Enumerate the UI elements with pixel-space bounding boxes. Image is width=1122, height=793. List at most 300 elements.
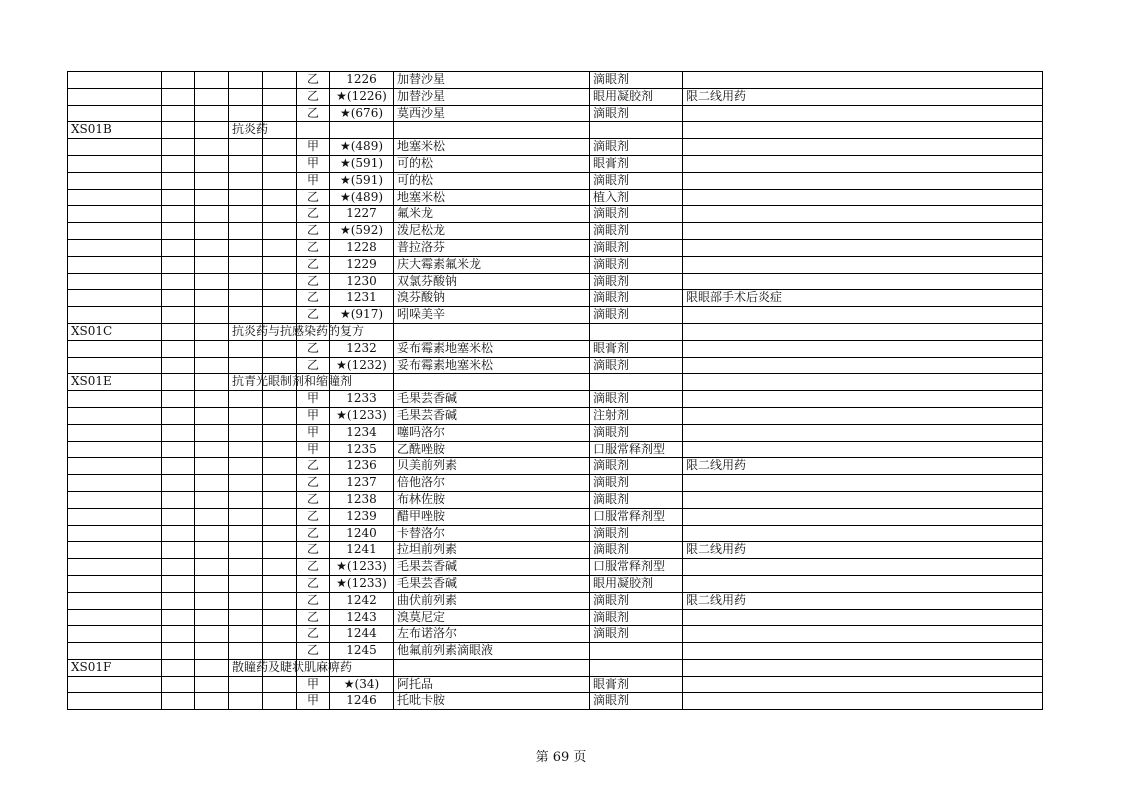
cell-form: 滴眼剂 bbox=[590, 172, 683, 189]
cell-note bbox=[683, 223, 1043, 240]
cell-form: 滴眼剂 bbox=[590, 239, 683, 256]
cell-form bbox=[590, 643, 683, 660]
cell-cat: 甲 bbox=[297, 172, 330, 189]
cell-empty bbox=[195, 592, 229, 609]
cell-empty bbox=[195, 105, 229, 122]
cell-form: 滴眼剂 bbox=[590, 592, 683, 609]
table-row bbox=[68, 340, 1043, 357]
cell-name: 贝美前列素 bbox=[394, 458, 590, 475]
cell-cat: 乙 bbox=[297, 189, 330, 206]
cell-form: 滴眼剂 bbox=[590, 72, 683, 89]
cell-note bbox=[683, 508, 1043, 525]
cell-empty bbox=[195, 172, 229, 189]
cell-name: 莫西沙星 bbox=[394, 105, 590, 122]
cell-empty bbox=[195, 575, 229, 592]
cell-group bbox=[229, 105, 263, 122]
cell-group bbox=[229, 475, 263, 492]
cell-empty bbox=[263, 88, 297, 105]
cell-num: ★(1232) bbox=[330, 357, 394, 374]
cell-empty bbox=[263, 340, 297, 357]
cell-empty bbox=[162, 592, 195, 609]
cell-code bbox=[68, 491, 162, 508]
table-row bbox=[68, 88, 1043, 105]
cell-note bbox=[683, 575, 1043, 592]
cell-cat: 乙 bbox=[297, 592, 330, 609]
table-row bbox=[68, 155, 1043, 172]
table-row bbox=[68, 575, 1043, 592]
cell-note bbox=[683, 391, 1043, 408]
cell-empty bbox=[263, 458, 297, 475]
cell-cat: 甲 bbox=[297, 693, 330, 710]
cell-form: 滴眼剂 bbox=[590, 256, 683, 273]
cell-cat: 乙 bbox=[297, 458, 330, 475]
cell-note bbox=[683, 122, 1043, 139]
cell-empty bbox=[263, 693, 297, 710]
cell-form: 眼用凝胶剂 bbox=[590, 88, 683, 105]
cell-name bbox=[394, 323, 590, 340]
cell-note bbox=[683, 189, 1043, 206]
cell-group bbox=[229, 441, 263, 458]
cell-group bbox=[229, 676, 263, 693]
cell-code bbox=[68, 88, 162, 105]
cell-num: 1246 bbox=[330, 693, 394, 710]
cell-empty bbox=[162, 256, 195, 273]
cell-name: 妥布霉素地塞米松 bbox=[394, 357, 590, 374]
cell-form: 滴眼剂 bbox=[590, 626, 683, 643]
cell-num: ★(489) bbox=[330, 189, 394, 206]
cell-empty bbox=[162, 155, 195, 172]
table-row bbox=[68, 223, 1043, 240]
cell-empty bbox=[195, 491, 229, 508]
cell-cat: 乙 bbox=[297, 475, 330, 492]
cell-group bbox=[229, 458, 263, 475]
cell-form: 滴眼剂 bbox=[590, 458, 683, 475]
cell-form: 口服常释剂型 bbox=[590, 559, 683, 576]
cell-code: XS01B bbox=[68, 122, 162, 139]
cell-empty bbox=[162, 374, 195, 391]
cell-empty bbox=[263, 475, 297, 492]
cell-empty bbox=[162, 172, 195, 189]
cell-empty bbox=[162, 441, 195, 458]
table-row bbox=[68, 105, 1043, 122]
cell-empty bbox=[195, 88, 229, 105]
cell-empty bbox=[195, 626, 229, 643]
cell-empty bbox=[195, 441, 229, 458]
table-row bbox=[68, 122, 1043, 139]
cell-group: 抗炎药 bbox=[229, 122, 263, 139]
table-row bbox=[68, 659, 1043, 676]
cell-code bbox=[68, 676, 162, 693]
cell-group bbox=[229, 391, 263, 408]
cell-code bbox=[68, 223, 162, 240]
cell-name: 加替沙星 bbox=[394, 72, 590, 89]
cell-note bbox=[683, 155, 1043, 172]
cell-cat: 乙 bbox=[297, 491, 330, 508]
cell-name: 乙酰唑胺 bbox=[394, 441, 590, 458]
cell-name: 可的松 bbox=[394, 172, 590, 189]
cell-cat: 乙 bbox=[297, 643, 330, 660]
cell-cat: 甲 bbox=[297, 139, 330, 156]
cell-num: 1241 bbox=[330, 542, 394, 559]
cell-note: 限二线用药 bbox=[683, 592, 1043, 609]
cell-empty bbox=[162, 273, 195, 290]
cell-group bbox=[229, 239, 263, 256]
cell-group bbox=[229, 508, 263, 525]
table-row bbox=[68, 609, 1043, 626]
cell-form: 口服常释剂型 bbox=[590, 508, 683, 525]
cell-empty bbox=[162, 424, 195, 441]
cell-name: 可的松 bbox=[394, 155, 590, 172]
cell-empty bbox=[195, 72, 229, 89]
cell-empty bbox=[263, 189, 297, 206]
cell-note bbox=[683, 407, 1043, 424]
cell-group bbox=[229, 575, 263, 592]
cell-empty bbox=[162, 340, 195, 357]
cell-num: 1232 bbox=[330, 340, 394, 357]
cell-num: ★(591) bbox=[330, 172, 394, 189]
cell-name: 毛果芸香碱 bbox=[394, 575, 590, 592]
cell-num: 1240 bbox=[330, 525, 394, 542]
table-row bbox=[68, 407, 1043, 424]
cell-empty bbox=[195, 357, 229, 374]
cell-note bbox=[683, 525, 1043, 542]
cell-empty bbox=[162, 122, 195, 139]
cell-code bbox=[68, 391, 162, 408]
cell-name: 泼尼松龙 bbox=[394, 223, 590, 240]
cell-group bbox=[229, 223, 263, 240]
table-row bbox=[68, 206, 1043, 223]
cell-empty bbox=[162, 659, 195, 676]
cell-empty bbox=[263, 256, 297, 273]
cell-empty bbox=[162, 323, 195, 340]
table-row bbox=[68, 307, 1043, 324]
cell-cat: 乙 bbox=[297, 508, 330, 525]
cell-form: 滴眼剂 bbox=[590, 307, 683, 324]
cell-empty bbox=[263, 290, 297, 307]
cell-form: 滴眼剂 bbox=[590, 475, 683, 492]
cell-cat: 乙 bbox=[297, 88, 330, 105]
cell-empty bbox=[162, 189, 195, 206]
table-row bbox=[68, 424, 1043, 441]
cell-note: 限二线用药 bbox=[683, 88, 1043, 105]
table-body bbox=[68, 72, 1043, 710]
cell-cat: 乙 bbox=[297, 525, 330, 542]
cell-group bbox=[229, 491, 263, 508]
cell-cat: 甲 bbox=[297, 676, 330, 693]
cell-num: 1242 bbox=[330, 592, 394, 609]
cell-empty bbox=[195, 139, 229, 156]
cell-name: 阿托品 bbox=[394, 676, 590, 693]
cell-group bbox=[229, 626, 263, 643]
cell-form: 眼膏剂 bbox=[590, 340, 683, 357]
cell-empty bbox=[162, 72, 195, 89]
cell-empty bbox=[162, 693, 195, 710]
cell-empty bbox=[263, 206, 297, 223]
cell-num: 1244 bbox=[330, 626, 394, 643]
cell-num: ★(1226) bbox=[330, 88, 394, 105]
cell-note: 限二线用药 bbox=[683, 458, 1043, 475]
cell-name: 溴芬酸钠 bbox=[394, 290, 590, 307]
cell-empty bbox=[263, 407, 297, 424]
cell-name bbox=[394, 374, 590, 391]
cell-empty bbox=[162, 139, 195, 156]
cell-form: 滴眼剂 bbox=[590, 609, 683, 626]
cell-empty bbox=[263, 626, 297, 643]
cell-cat: 乙 bbox=[297, 542, 330, 559]
cell-num: ★(1233) bbox=[330, 575, 394, 592]
cell-code bbox=[68, 441, 162, 458]
cell-note bbox=[683, 424, 1043, 441]
cell-num: 1234 bbox=[330, 424, 394, 441]
cell-cat: 乙 bbox=[297, 626, 330, 643]
cell-code bbox=[68, 340, 162, 357]
cell-group bbox=[229, 357, 263, 374]
cell-empty bbox=[162, 676, 195, 693]
cell-name: 加替沙星 bbox=[394, 88, 590, 105]
cell-empty bbox=[263, 609, 297, 626]
cell-code: XS01C bbox=[68, 323, 162, 340]
cell-empty bbox=[195, 609, 229, 626]
cell-form bbox=[590, 659, 683, 676]
cell-group bbox=[229, 407, 263, 424]
cell-form bbox=[590, 374, 683, 391]
cell-empty bbox=[263, 491, 297, 508]
cell-num: 1245 bbox=[330, 643, 394, 660]
cell-num: ★(591) bbox=[330, 155, 394, 172]
cell-code: XS01E bbox=[68, 374, 162, 391]
cell-form: 植入剂 bbox=[590, 189, 683, 206]
cell-num: 1235 bbox=[330, 441, 394, 458]
cell-note bbox=[683, 323, 1043, 340]
table-row bbox=[68, 374, 1043, 391]
cell-group bbox=[229, 693, 263, 710]
cell-code bbox=[68, 307, 162, 324]
cell-empty bbox=[263, 525, 297, 542]
cell-empty bbox=[195, 542, 229, 559]
cell-note bbox=[683, 441, 1043, 458]
cell-note bbox=[683, 139, 1043, 156]
cell-group bbox=[229, 559, 263, 576]
cell-empty bbox=[162, 609, 195, 626]
table-row bbox=[68, 189, 1043, 206]
cell-code bbox=[68, 206, 162, 223]
cell-empty bbox=[263, 105, 297, 122]
cell-empty bbox=[263, 357, 297, 374]
cell-empty bbox=[195, 206, 229, 223]
cell-empty bbox=[195, 643, 229, 660]
cell-empty bbox=[162, 643, 195, 660]
cell-empty bbox=[162, 491, 195, 508]
cell-code bbox=[68, 475, 162, 492]
table-row bbox=[68, 290, 1043, 307]
cell-empty bbox=[263, 307, 297, 324]
cell-code bbox=[68, 256, 162, 273]
cell-num: 1239 bbox=[330, 508, 394, 525]
cell-num: 1231 bbox=[330, 290, 394, 307]
cell-num: 1228 bbox=[330, 239, 394, 256]
cell-form: 滴眼剂 bbox=[590, 105, 683, 122]
cell-cat bbox=[297, 122, 330, 139]
cell-empty bbox=[195, 508, 229, 525]
cell-form: 口服常释剂型 bbox=[590, 441, 683, 458]
cell-group bbox=[229, 609, 263, 626]
cell-group bbox=[229, 172, 263, 189]
cell-empty bbox=[195, 239, 229, 256]
cell-num: 1229 bbox=[330, 256, 394, 273]
cell-empty bbox=[195, 693, 229, 710]
cell-note bbox=[683, 659, 1043, 676]
cell-code bbox=[68, 139, 162, 156]
cell-form: 滴眼剂 bbox=[590, 391, 683, 408]
cell-form bbox=[590, 122, 683, 139]
cell-empty bbox=[195, 424, 229, 441]
cell-cat: 甲 bbox=[297, 424, 330, 441]
table-row bbox=[68, 458, 1043, 475]
cell-group bbox=[229, 155, 263, 172]
cell-group bbox=[229, 189, 263, 206]
cell-num: 1237 bbox=[330, 475, 394, 492]
cell-note bbox=[683, 676, 1043, 693]
cell-empty bbox=[263, 139, 297, 156]
cell-group bbox=[229, 643, 263, 660]
cell-empty bbox=[162, 542, 195, 559]
cell-empty bbox=[263, 508, 297, 525]
cell-empty bbox=[263, 72, 297, 89]
cell-empty bbox=[263, 643, 297, 660]
cell-note bbox=[683, 105, 1043, 122]
cell-code bbox=[68, 559, 162, 576]
cell-note bbox=[683, 559, 1043, 576]
cell-empty bbox=[195, 659, 229, 676]
cell-name: 毛果芸香碱 bbox=[394, 407, 590, 424]
cell-name: 普拉洛芬 bbox=[394, 239, 590, 256]
cell-name: 毛果芸香碱 bbox=[394, 559, 590, 576]
cell-empty bbox=[195, 475, 229, 492]
cell-cat: 乙 bbox=[297, 357, 330, 374]
cell-num: 1227 bbox=[330, 206, 394, 223]
cell-cat: 乙 bbox=[297, 609, 330, 626]
cell-code bbox=[68, 626, 162, 643]
cell-name bbox=[394, 122, 590, 139]
cell-note: 限二线用药 bbox=[683, 542, 1043, 559]
cell-code bbox=[68, 155, 162, 172]
cell-name: 他氟前列素滴眼液 bbox=[394, 643, 590, 660]
cell-form: 滴眼剂 bbox=[590, 491, 683, 508]
cell-form: 滴眼剂 bbox=[590, 139, 683, 156]
cell-empty bbox=[195, 273, 229, 290]
cell-cat: 乙 bbox=[297, 575, 330, 592]
cell-note bbox=[683, 609, 1043, 626]
cell-empty bbox=[195, 458, 229, 475]
cell-form: 滴眼剂 bbox=[590, 290, 683, 307]
cell-empty bbox=[263, 424, 297, 441]
cell-form bbox=[590, 323, 683, 340]
table-row bbox=[68, 273, 1043, 290]
cell-empty bbox=[263, 239, 297, 256]
cell-code bbox=[68, 290, 162, 307]
cell-name: 卡替洛尔 bbox=[394, 525, 590, 542]
cell-empty bbox=[195, 307, 229, 324]
cell-empty bbox=[195, 407, 229, 424]
cell-empty bbox=[195, 122, 229, 139]
cell-group bbox=[229, 592, 263, 609]
cell-note bbox=[683, 643, 1043, 660]
cell-empty bbox=[195, 525, 229, 542]
cell-form: 滴眼剂 bbox=[590, 357, 683, 374]
cell-empty bbox=[162, 105, 195, 122]
cell-group bbox=[229, 424, 263, 441]
cell-note bbox=[683, 307, 1043, 324]
cell-empty bbox=[162, 307, 195, 324]
cell-empty bbox=[162, 475, 195, 492]
cell-note bbox=[683, 475, 1043, 492]
cell-group bbox=[229, 340, 263, 357]
table-row bbox=[68, 643, 1043, 660]
cell-code bbox=[68, 407, 162, 424]
table-row bbox=[68, 256, 1043, 273]
cell-name: 妥布霉素地塞米松 bbox=[394, 340, 590, 357]
cell-empty bbox=[195, 340, 229, 357]
cell-empty bbox=[263, 273, 297, 290]
cell-code bbox=[68, 508, 162, 525]
cell-empty bbox=[195, 391, 229, 408]
cell-code bbox=[68, 575, 162, 592]
cell-cat: 甲 bbox=[297, 441, 330, 458]
table-row bbox=[68, 693, 1043, 710]
cell-empty bbox=[263, 676, 297, 693]
cell-num: 1236 bbox=[330, 458, 394, 475]
cell-empty bbox=[162, 407, 195, 424]
cell-code bbox=[68, 72, 162, 89]
cell-cat: 甲 bbox=[297, 155, 330, 172]
cell-form: 注射剂 bbox=[590, 407, 683, 424]
cell-group: 抗青光眼制剂和缩瞳剂 bbox=[229, 374, 263, 391]
table-row bbox=[68, 72, 1043, 89]
cell-num: ★(592) bbox=[330, 223, 394, 240]
cell-note bbox=[683, 72, 1043, 89]
cell-empty bbox=[195, 189, 229, 206]
drug-catalog-table bbox=[67, 71, 1043, 710]
cell-note bbox=[683, 374, 1043, 391]
cell-form: 滴眼剂 bbox=[590, 273, 683, 290]
cell-form: 滴眼剂 bbox=[590, 542, 683, 559]
cell-note bbox=[683, 256, 1043, 273]
cell-empty bbox=[162, 88, 195, 105]
cell-group: 散瞳药及睫状肌麻痹药 bbox=[229, 659, 263, 676]
cell-empty bbox=[263, 223, 297, 240]
cell-code bbox=[68, 542, 162, 559]
cell-group: 抗炎药与抗感染药的复方 bbox=[229, 323, 263, 340]
cell-num bbox=[330, 122, 394, 139]
cell-code bbox=[68, 424, 162, 441]
cell-form: 眼膏剂 bbox=[590, 155, 683, 172]
cell-num: ★(1233) bbox=[330, 559, 394, 576]
cell-name: 地塞米松 bbox=[394, 139, 590, 156]
cell-group bbox=[229, 542, 263, 559]
cell-empty bbox=[263, 172, 297, 189]
cell-empty bbox=[195, 676, 229, 693]
cell-code bbox=[68, 609, 162, 626]
cell-form: 滴眼剂 bbox=[590, 424, 683, 441]
cell-note bbox=[683, 172, 1043, 189]
cell-num: 1230 bbox=[330, 273, 394, 290]
cell-group bbox=[229, 307, 263, 324]
cell-empty bbox=[162, 458, 195, 475]
cell-code bbox=[68, 592, 162, 609]
cell-name: 拉坦前列素 bbox=[394, 542, 590, 559]
cell-code bbox=[68, 693, 162, 710]
cell-code bbox=[68, 357, 162, 374]
